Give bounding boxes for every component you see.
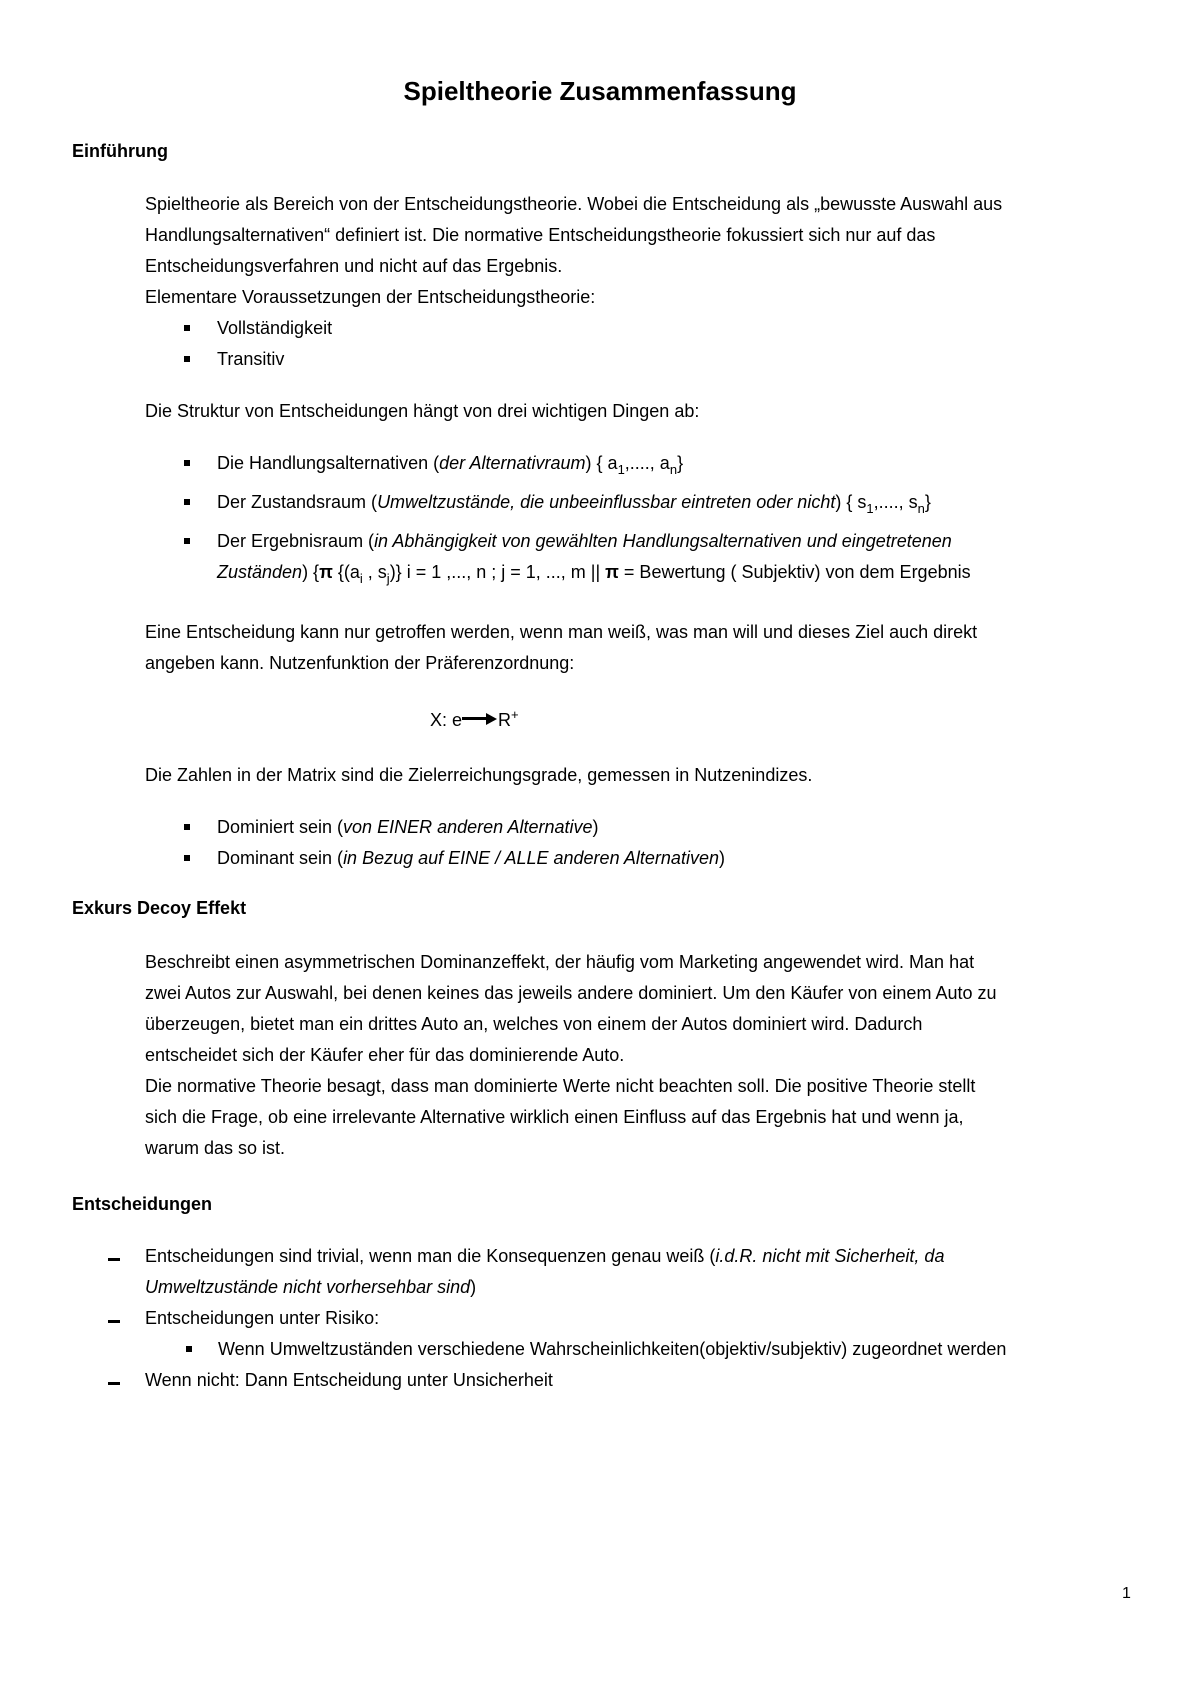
list-item-dominant: Dominant sein (in Bezug auf EINE / ALLE anderen Alternativen) [217, 848, 725, 868]
paragraph-line: Beschreibt einen asymmetrischen Dominanzeffekt, der häufig vom Marketing angewendet wird. Man hat [145, 952, 975, 972]
paragraph-line: Die normative Theorie besagt, dass man dominierte Werte nicht beachten soll. Die positive Theorie stellt [145, 1076, 976, 1096]
paragraph-line: entscheidet sich der Käufer eher für das dominierende Auto. [145, 1045, 625, 1065]
list-item-handlungsalternativen: Die Handlungsalternativen (der Alternativraum) { $a_1$,...., $a_n$} [217, 453, 684, 477]
bullet-square [184, 499, 190, 505]
paragraph-line: Elementare Voraussetzungen der Entscheidungstheorie: [145, 287, 596, 307]
list-item: Vollständigkeit [217, 318, 333, 338]
bullet-square [186, 1346, 192, 1352]
bullet-square [184, 824, 190, 830]
paragraph-line: sich die Frage, ob eine irrelevante Alternative wirklich einen Einfluss auf das Ergebnis hat und wenn ja, [145, 1107, 964, 1127]
document-title: Spieltheorie Zusammenfassung [403, 76, 797, 106]
bullet-square [184, 538, 190, 544]
paragraph-line: Eine Entscheidung kann nur getroffen werden, wenn man weiß, was man will und dieses Ziel auch direkt [145, 622, 978, 642]
right-arrow-icon [462, 713, 498, 723]
list-item-ergebnisraum-line1: Der Ergebnisraum (in Abhängigkeit von gewählten Handlungsalternativen und eingetretenen [217, 531, 952, 551]
paragraph-line: Die Zahlen in der Matrix sind die Zielerreichungsgrade, gemessen in Nutzenindizes. [145, 765, 813, 785]
bullet-square [184, 356, 190, 362]
bullet-square [184, 855, 190, 861]
paragraph-line: Spieltheorie als Bereich von der Entscheidungstheorie. Wobei die Entscheidung als „bewusste Auswahl aus [145, 194, 1003, 214]
bullet-dash [108, 1382, 120, 1385]
list-item-unsicherheit: Wenn nicht: Dann Entscheidung unter Unsicherheit [145, 1370, 553, 1390]
bullet-square [184, 325, 190, 331]
list-item-zustandsraum: Der Zustandsraum (Umweltzustände, die unbeeinflussbar eintreten oder nicht) { $s_1$,...., $s_n$} [217, 492, 931, 516]
list-item-risiko-sub: Wenn Umweltzuständen verschiedene Wahrscheinlichkeiten(objektiv/subjektiv) zugeordnet werden [218, 1339, 1007, 1359]
bullet-square [184, 460, 190, 466]
paragraph-line: Die Struktur von Entscheidungen hängt von drei wichtigen Dingen ab: [145, 401, 700, 421]
list-item: Transitiv [217, 349, 285, 369]
list-item-ergebnisraum-line2: Zuständen) {π {($a_i$ , $s_j$)} i = 1 ,..., n ; j = 1, ..., m || π = Bewertung ( Subjektiv) von dem Ergebnis [217, 562, 971, 586]
heading-entscheidungen: Entscheidungen [72, 1194, 213, 1214]
page-number: 1 [1122, 1585, 1131, 1602]
list-item-risiko: Entscheidungen unter Risiko: [145, 1308, 380, 1328]
paragraph-line: überzeugen, bietet man ein drittes Auto an, welches von einem der Autos dominiert wird. Dadurch [145, 1014, 923, 1034]
paragraph-line: zwei Autos zur Auswahl, bei denen keines das jeweils andere dominiert. Um den Käufer von einem Auto zu [145, 983, 997, 1003]
utility-function-formula: X: e R+ [430, 707, 519, 730]
paragraph-line: warum das so ist. [145, 1138, 286, 1158]
list-item-trivial-line2: Umweltzustände nicht vorhersehbar sind) [145, 1277, 477, 1297]
paragraph-line: Handlungsalternativen“ definiert ist. Die normative Entscheidungstheorie fokussiert sich nur auf das [145, 225, 936, 245]
list-item-trivial-line1: Entscheidungen sind trivial, wenn man die Konsequenzen genau weiß (i.d.R. nicht mit Sicherheit, da [145, 1246, 945, 1266]
paragraph-line: angeben kann. Nutzenfunktion der Präferenzordnung: [145, 653, 575, 673]
bullet-dash [108, 1320, 120, 1323]
heading-einfuehrung: Einführung [72, 141, 168, 161]
bullet-dash [108, 1258, 120, 1261]
paragraph-line: Entscheidungsverfahren und nicht auf das Ergebnis. [145, 256, 563, 276]
list-item-dominiert: Dominiert sein (von EINER anderen Alternative) [217, 817, 599, 837]
heading-decoy: Exkurs Decoy Effekt [72, 898, 247, 918]
